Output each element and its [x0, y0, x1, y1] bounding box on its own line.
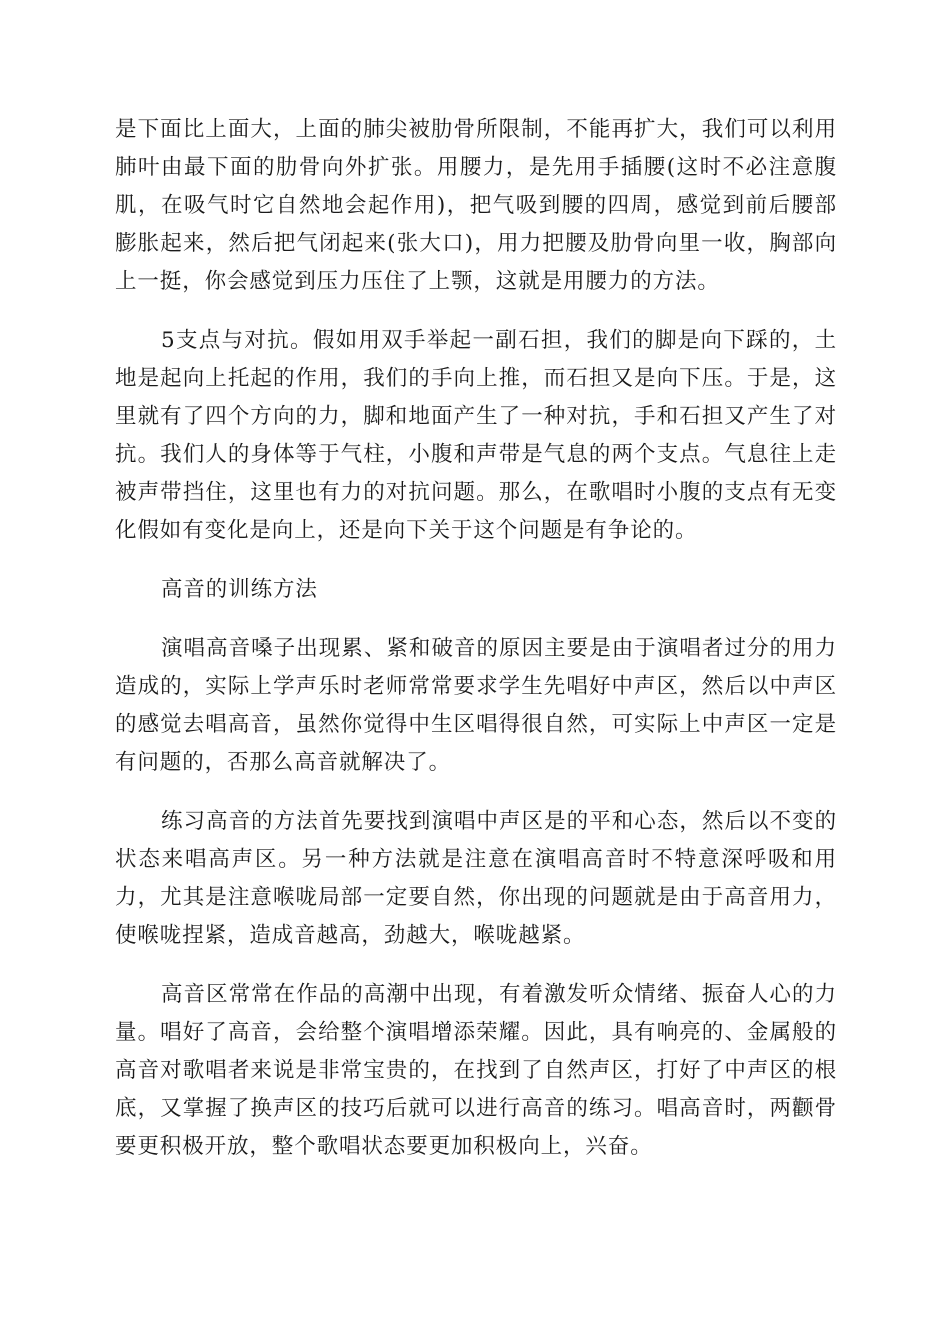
document-body — [115, 111, 837, 1166]
section-heading-high-notes: 高音的训练方法 — [161, 577, 318, 602]
paragraph-high-notes-practice: 练习高音的方法首先要找到演唱中声区是的平和心态，然后以不变的状态来唱高声区。另一种方法就是注意在演唱高音时不特意深呼吸和用力，尤其是注意喉咙局部一定要自然，你出现的问题就是由于高音用力，使喉咙捏紧，造成音越高，劲越大，喉咙越紧。 — [115, 809, 837, 948]
paragraph-high-register: 高音区常常在作品的高潮中出现，有着激发听众情绪、振奋人心的力量。唱好了高音，会给整个演唱增添荣耀。因此，具有响亮的、金属般的高音对歌唱者来说是非常宝贵的，在找到了自然声区，打好了中声区的根底，又掌握了换声区的技巧后就可以进行高音的练习。唱高音时，两颧骨要更积极开放，整个歌唱状态要更加积极向上，兴奋。 — [115, 982, 837, 1159]
paragraph-breathing-waist: 是下面比上面大，上面的肺尖被肋骨所限制，不能再扩大，我们可以利用肺叶由最下面的肋骨向外扩张。用腰力，是先用手插腰(这时不必注意腹肌，在吸气时它自然地会起作用)，把气吸到腰的四周，感觉到前后腰部膨胀起来，然后把气闭起来(张大口)，用力把腰及肋骨向里一收，胸部向上一挺，你会感觉到压力压住了上颚，这就是用腰力的方法。 — [115, 117, 837, 294]
paragraph-support-resistance: 5支点与对抗。假如用双手举起一副石担，我们的脚是向下踩的，土地是起向上托起的作用，我们的手向上推，而石担又是向下压。于是，这里就有了四个方向的力，脚和地面产生了一种对抗，手和石担又产生了对抗。我们人的身体等于气柱，小腹和声带是气息的两个支点。气息往上走被声带挡住，这里也有力的对抗问题。那么，在歌唱时小腹的支点有无变化假如有变化是向上，还是向下关于这个问题是有争论的。 — [115, 328, 837, 543]
paragraph-high-notes-causes: 演唱高音嗓子出现累、紧和破音的原因主要是由于演唱者过分的用力造成的，实际上学声乐时老师常常要求学生先唱好中声区，然后以中声区的感觉去唱高音，虽然你觉得中生区唱得很自然，可实际上中声区一定是有问题的，否那么高音就解决了。 — [115, 636, 837, 775]
